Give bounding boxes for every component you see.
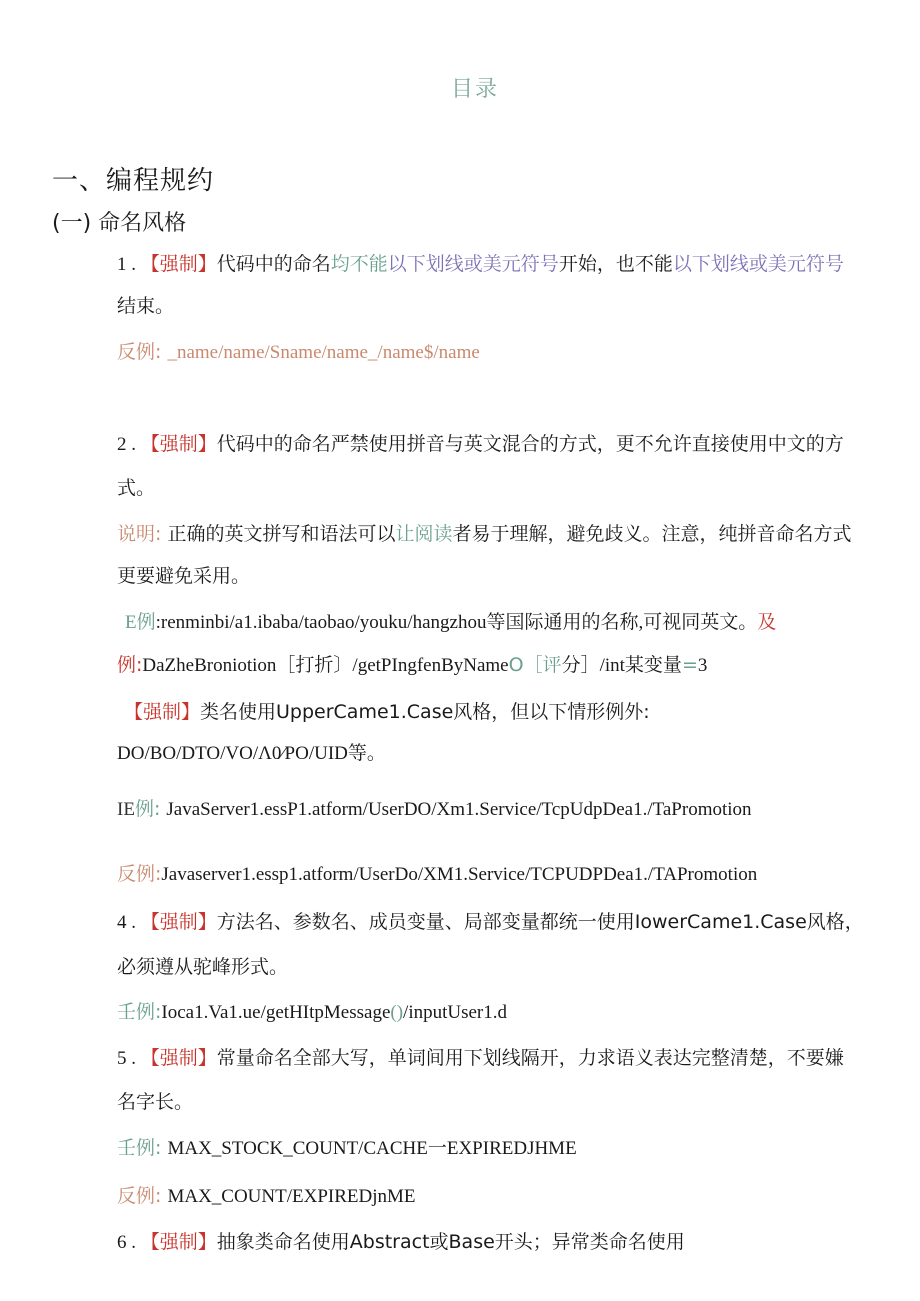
rule-1-line-1: 1 . 【强制】代码中的命名均不能以下划线或美元符号开始，也不能以下划线或美元符号 xyxy=(117,253,844,275)
rule-3-tag: 【强制】 xyxy=(124,701,201,723)
rule-3-positive-example: IE例: JavaServer1.essP1.atform/UserDO/Xm1.Service/TcpUdpDea1./TaPromotion xyxy=(117,798,752,820)
section-title: 一、编程规约 xyxy=(52,166,215,196)
subsection-title: (一) 命名风格 xyxy=(52,211,187,236)
rule-3-line-1: 【强制】类名使用UpperCame1.Case风格，但以下情形例外: xyxy=(124,701,650,723)
rule-1-line-2: 结束。 xyxy=(117,295,175,317)
rule-1-text-b: 均不能 xyxy=(330,253,388,275)
rule-5-line-1: 5 . 【强制】常量命名全部大写，单词间用下划线隔开，力求语义表达完整清楚，不要嫌 xyxy=(117,1047,844,1069)
rule-1-tag: 【强制】 xyxy=(140,253,217,275)
rule-2-number: 2 xyxy=(117,434,127,455)
rule-1-counter-example xyxy=(117,340,480,366)
rule-3-line-2: DO/BO/DTO/VO/Λ0⁄PO/UID等。 xyxy=(117,743,386,764)
rule-1-text-e: 以下划线或美元符号 xyxy=(672,253,844,275)
rule-4-line-1: 4 . 【强制】方法名、参数名、成员变量、局部变量都统一使用IowerCame1.Case风格， xyxy=(117,911,864,933)
rule-4-positive-example: 壬例:Ioca1.Va1.ue/getHItpMessage()/inputUser1.d xyxy=(117,1001,508,1023)
toc-title: 目录 xyxy=(450,77,499,102)
counter-example-label: 反例: xyxy=(117,341,162,363)
rule-2-tag: 【强制】 xyxy=(140,433,217,455)
rule-1-text-a: 代码中的命名 xyxy=(216,253,331,275)
rule-1-number: 1 xyxy=(117,254,127,275)
rule-1-text-c: 以下划线或美元符号 xyxy=(387,253,559,275)
rule-5-line-2: 名字长。 xyxy=(117,1091,194,1113)
rule-2-line-2: 式。 xyxy=(117,477,156,499)
rule-2-example-2: 例:DaZheBroniotion［打折〕/getPIngfenByNameO［评分］/int某变量=3 xyxy=(117,654,708,676)
rule-2-line-1: 2 . 【强制】代码中的命名严禁使用拼音与英文混合的方式，更不允许直接使用中文的方 xyxy=(117,433,844,455)
rule-2-note-line-2: 更要避免采用。 xyxy=(117,565,251,587)
note-label: 说明: xyxy=(117,523,162,545)
counter-example-text: _name/name/Sname/name_/name$/name xyxy=(167,342,480,363)
rule-1-text-d: 开始，也不能 xyxy=(558,253,673,275)
rule-5-counter-example: 反例: MAX_COUNT/EXPIREDjnME xyxy=(117,1185,416,1207)
rule-4-line-2: 必须遵从驼峰形式。 xyxy=(117,956,289,978)
rule-2-note: 说明: 正确的英文拼写和语法可以让阅读者易于理解，避免歧义。注意，纯拼音命名方式 xyxy=(117,523,852,545)
rule-2-text: 代码中的命名严禁使用拼音与英文混合的方式，更不允许直接使用中文的方 xyxy=(216,433,844,455)
rule-6-line-1: 6 . 【强制】抽象类命名使用Abstract或Base开头；异常类命名使用 xyxy=(117,1231,685,1253)
rule-5-positive-example: 壬例: MAX_STOCK_COUNT/CACHE一EXPIREDJHME xyxy=(117,1137,577,1159)
rule-2-example: E例:renminbi/a1.ibaba/taobao/youku/hangzhou等国际通用的名称,可视同英文。及 xyxy=(125,611,777,633)
rule-3-counter-example: 反例:Javaserver1.essp1.atform/UserDo/XM1.Service/TCPUDPDea1./TAPromotion xyxy=(117,863,758,885)
